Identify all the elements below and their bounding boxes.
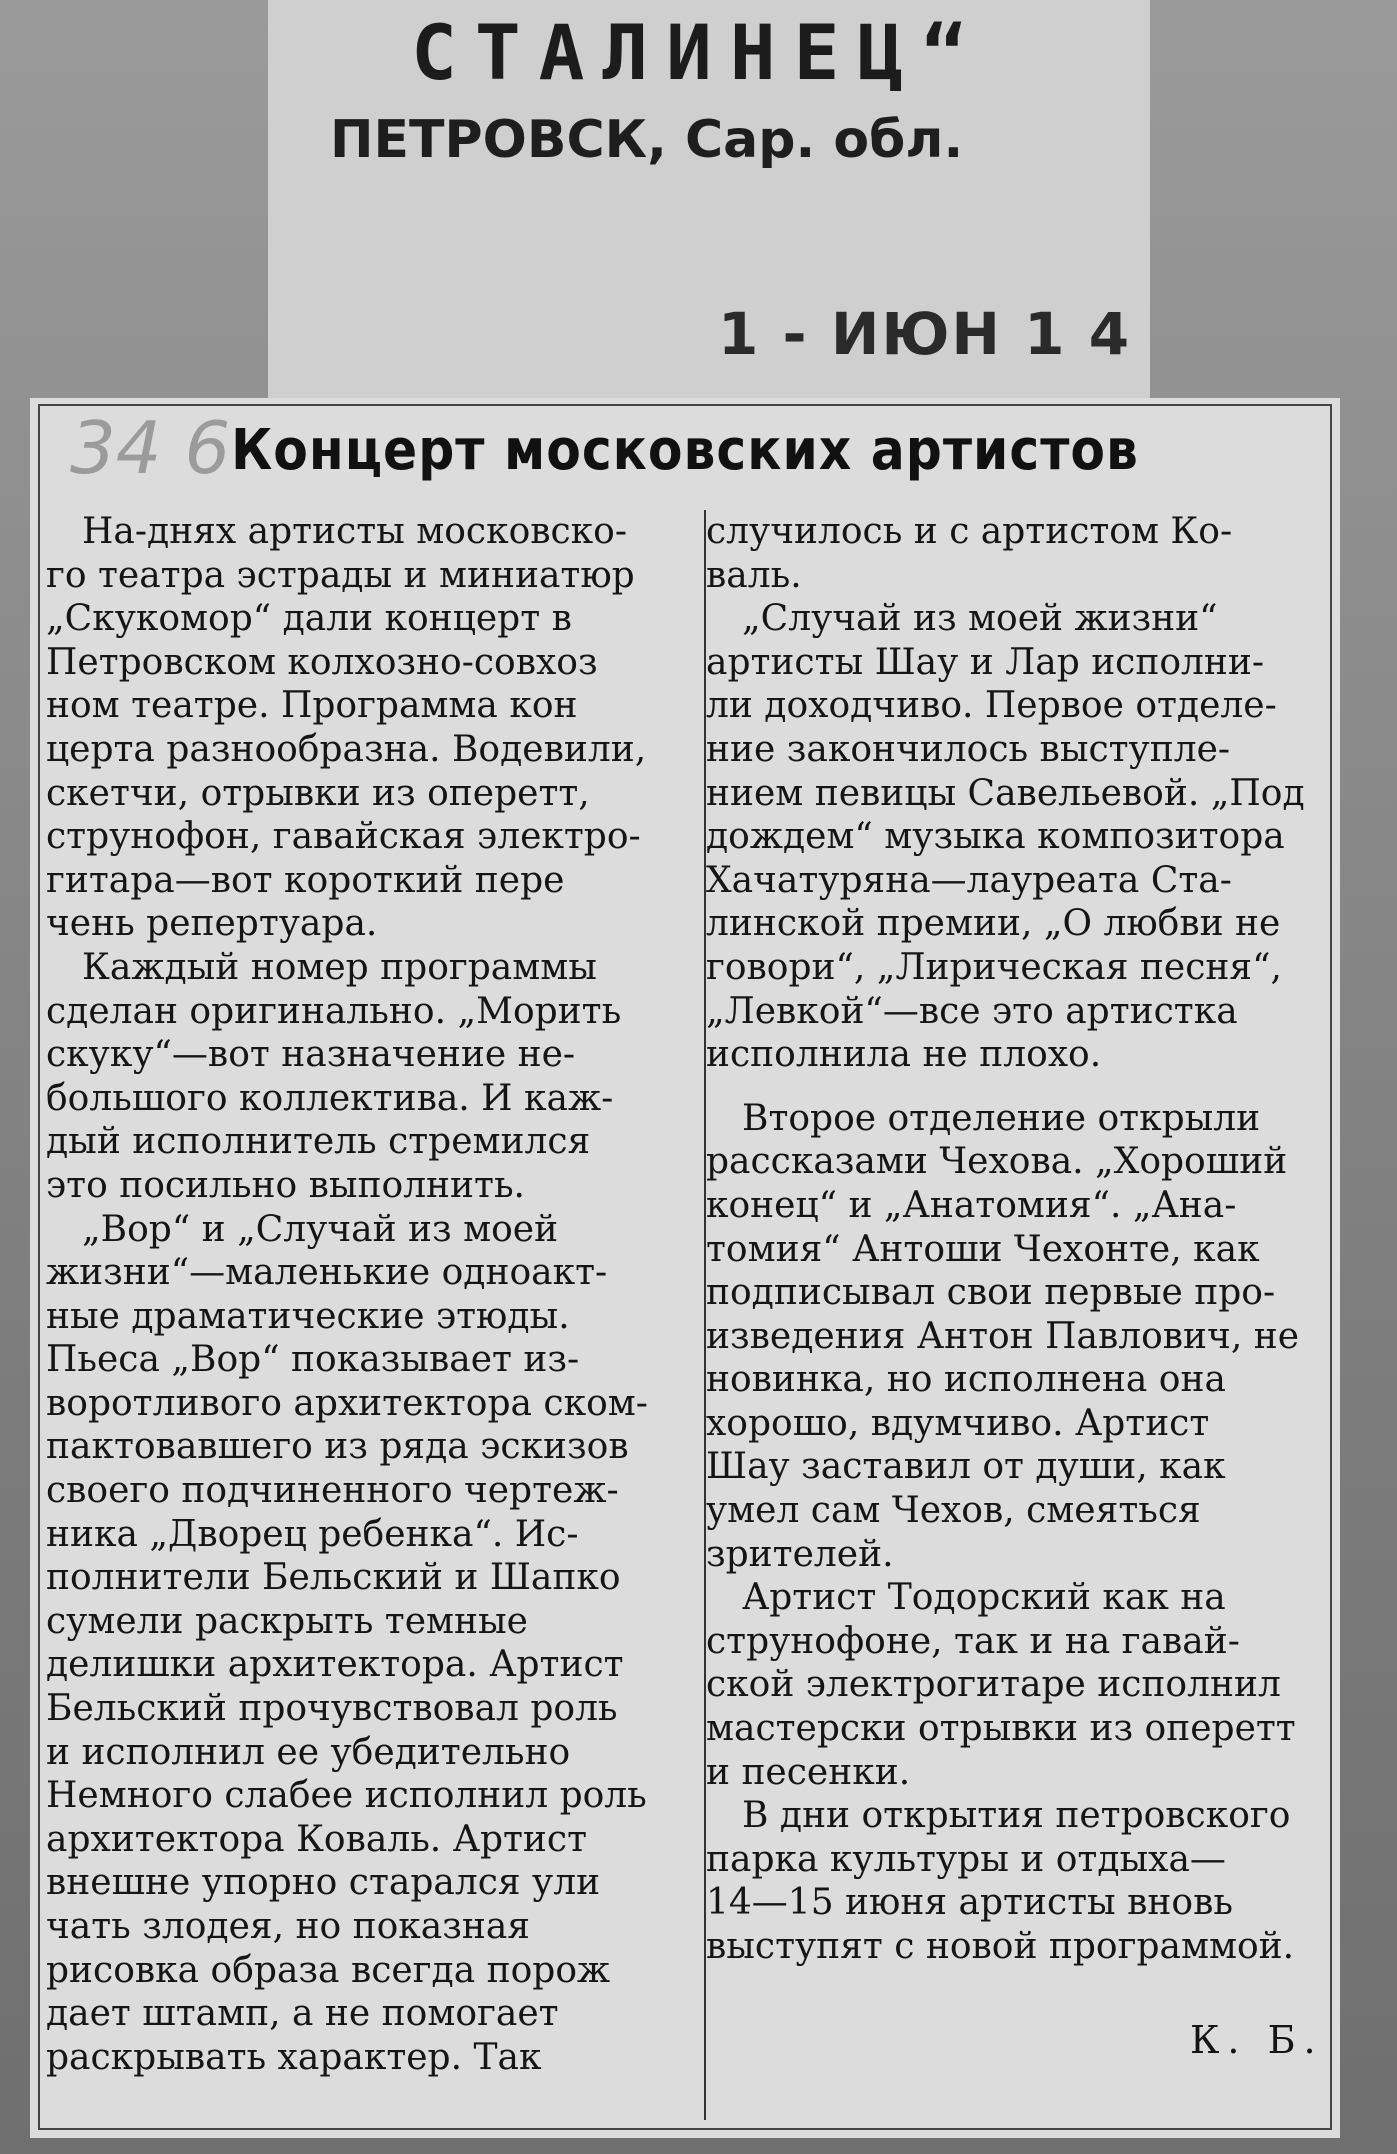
text-line: ли доходчиво. Первое отделе- xyxy=(706,685,1277,727)
text-line: ные драматические этюды. xyxy=(46,1295,570,1337)
text-line: делишки архитектора. Артист xyxy=(46,1644,624,1686)
text-line: скуку“—вот назначение не- xyxy=(46,1034,576,1076)
text-line: нием певицы Савельевой. „Под xyxy=(706,772,1305,814)
text-line: Пьеса „Вор“ показывает из- xyxy=(46,1339,580,1381)
text-line: изведения Антон Павлович, не xyxy=(706,1315,1300,1357)
text-line: 14—15 июня артисты вновь xyxy=(706,1882,1233,1924)
text-line: дает штамп, а не помогает xyxy=(46,1993,559,2035)
newspaper-name: СТАЛИНЕЦ“ xyxy=(411,8,985,97)
text-line: архитектора Коваль. Артист xyxy=(46,1818,587,1860)
text-line: случилось и с артистом Ко- xyxy=(706,511,1233,552)
text-line: рисовка образа всегда порож xyxy=(46,1949,611,1991)
text-line: говори“, „Лирическая песня“, xyxy=(706,946,1282,988)
text-line: Петровском колхозно-совхоз xyxy=(46,641,598,683)
text-line: ном театре. Программа кон xyxy=(46,685,578,727)
text-line: пактовавшего из ряда эскизов xyxy=(46,1426,629,1468)
text-line: „Скукомор“ дали концерт в xyxy=(46,598,572,640)
text-line: чень репертуара. xyxy=(46,903,378,945)
text-line: струнофон, гавайская электро- xyxy=(46,816,641,858)
text-line: конец“ и „Анатомия“. „Ана- xyxy=(706,1184,1237,1226)
text-line: ской электрогитаре исполнил xyxy=(706,1664,1281,1706)
text-line: линской премии, „О любви не xyxy=(706,903,1281,945)
text-line: большого коллектива. И каж- xyxy=(46,1077,614,1119)
text-line: исполнила не плохо. xyxy=(706,1034,1102,1076)
text-line: Бельский прочувствовал роль xyxy=(46,1688,618,1730)
text-line: церта разнообразна. Водевили, xyxy=(46,728,647,770)
text-line: чать злодея, но показная xyxy=(46,1906,531,1947)
text-line: внешне упорно старался ули xyxy=(46,1862,601,1904)
text-line: Хачатуряна—лауреата Ста- xyxy=(706,859,1232,901)
text-line: „Вор“ и „Случай из моей xyxy=(82,1208,559,1250)
text-line: На-днях артисты московско- xyxy=(82,511,628,552)
article-headline: Концерт московских артистов xyxy=(231,418,1139,483)
article-column-right xyxy=(706,510,1366,1969)
text-line: скетчи, отрывки из оперетт, xyxy=(46,772,590,814)
article-column-left xyxy=(46,510,704,2079)
text-line: ние закончилось выступле- xyxy=(706,728,1231,770)
handwritten-archive-number: 34 6 xyxy=(70,406,231,490)
text-line: жизни“—маленькие одноакт- xyxy=(46,1252,608,1294)
newspaper-stamp xyxy=(268,0,1150,398)
text-line: Каждый номер программы xyxy=(82,946,597,988)
text-line: новинка, но исполнена она xyxy=(706,1359,1226,1401)
text-line: и исполнил ее убедительно xyxy=(46,1731,571,1773)
text-line: В дни открытия петровского xyxy=(742,1795,1291,1837)
text-line: это посильно выполнить. xyxy=(46,1164,526,1206)
text-line: подписывал свои первые про- xyxy=(706,1272,1276,1314)
text-line: хорошо, вдумчиво. Артист xyxy=(706,1402,1210,1444)
text-line: парка культуры и отдыха— xyxy=(706,1838,1226,1880)
text-line: „Левкой“—все это артистка xyxy=(706,990,1238,1032)
text-line: ника „Дворец ребенка“. Ис- xyxy=(46,1513,579,1555)
text-line: томия“ Антоши Чехонте, как xyxy=(706,1228,1260,1270)
text-line: сделан оригинально. „Морить xyxy=(46,990,622,1032)
text-line: полнители Бельский и Шапко xyxy=(46,1557,621,1599)
text-line: и песенки. xyxy=(706,1751,911,1793)
text-line: Немного слабее исполнил роль xyxy=(46,1775,647,1817)
text-line: „Случай из моей жизни“ xyxy=(742,598,1218,640)
text-line: выступят с новой программой. xyxy=(706,1926,1295,1967)
text-line: рассказами Чехова. „Хороший xyxy=(706,1141,1288,1183)
text-line: мастерски отрывки из оперетт xyxy=(706,1708,1296,1750)
text-line: гитара—вот короткий пере xyxy=(46,859,565,901)
text-line: артисты Шау и Лар исполни- xyxy=(706,641,1265,683)
text-line: своего подчиненного чертеж- xyxy=(46,1470,619,1512)
text-line: воротливого архитектора ском- xyxy=(46,1382,648,1424)
author-signature: К. Б. xyxy=(1190,2018,1324,2062)
text-line: раскрывать характер. Так xyxy=(46,2036,542,2078)
newspaper-city: ПЕТРОВСК, Сар. обл. xyxy=(330,110,964,170)
date-stamp: 1 - ИЮН 1 4 xyxy=(718,300,1132,368)
text-line: валь. xyxy=(706,554,802,596)
text-line: струнофоне, так и на гавай- xyxy=(706,1620,1240,1662)
text-line: Шау заставил от души, как xyxy=(706,1446,1226,1488)
text-line: го театра эстрады и миниатюр xyxy=(46,554,635,596)
text-line: дождем“ музыка композитора xyxy=(706,816,1285,858)
text-line: дый исполнитель стремился xyxy=(46,1121,591,1163)
text-line: сумели раскрыть темные xyxy=(46,1600,528,1642)
text-line: Артист Тодорский как на xyxy=(742,1577,1226,1619)
text-line: умел сам Чехов, смеяться xyxy=(706,1490,1201,1532)
text-line: зрителей. xyxy=(706,1533,894,1575)
text-line: Второе отделение открыли xyxy=(742,1097,1261,1139)
newspaper-clipping xyxy=(30,398,1340,2138)
